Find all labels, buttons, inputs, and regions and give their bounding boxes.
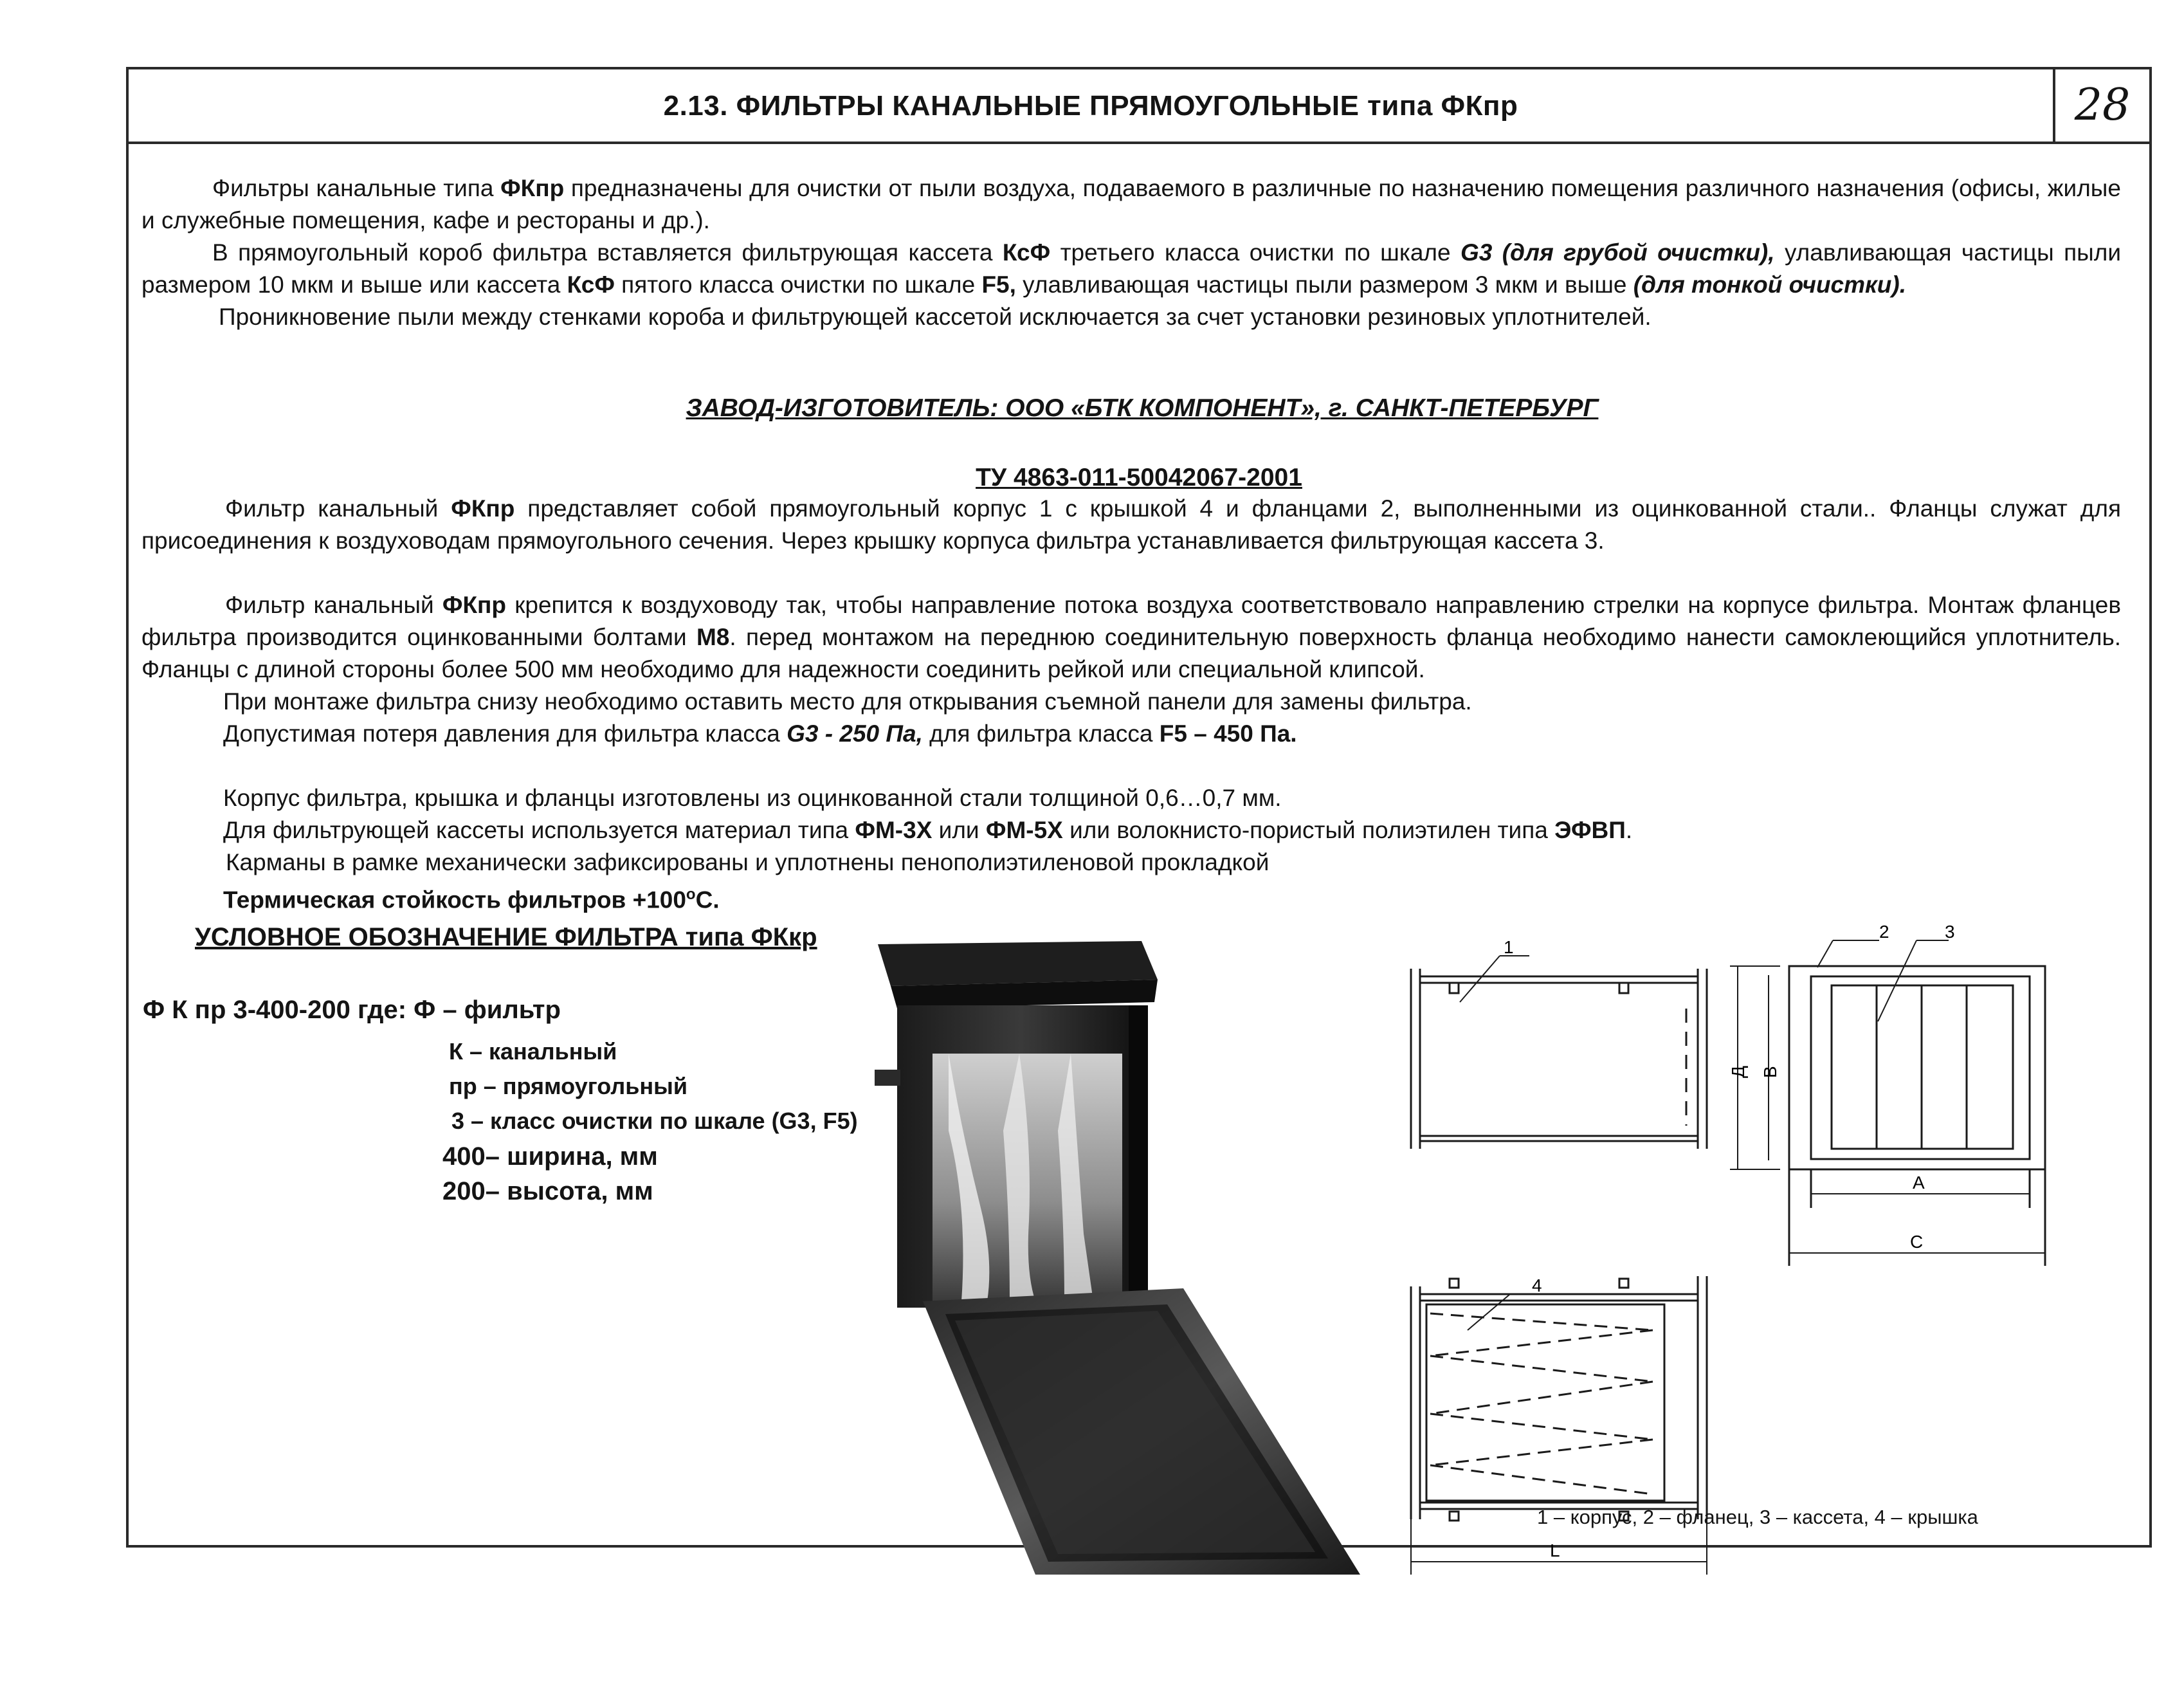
designation-width: 400– ширина, мм: [442, 1142, 658, 1171]
description-line-pressure: Допустимая потеря давления для фильтра класса G3 - 250 Па, для фильтра класса F5 – 450 Па.: [223, 720, 1297, 747]
description-line-mounting: При монтаже фильтра снизу необходимо оставить место для открывания съемной панели для замены фильтра.: [223, 688, 1472, 715]
intro-section: [141, 172, 2121, 333]
designation-title: УСЛОВНОЕ ОБОЗНАЧЕНИЕ ФИЛЬТРА типа ФКкр: [195, 923, 817, 951]
callout-3: 3: [1945, 922, 1955, 942]
page-title: 2.13. ФИЛЬТРЫ КАНАЛЬНЫЕ ПРЯМОУГОЛЬНЫЕ типа ФКпр: [663, 90, 1518, 122]
dim-b-label: В: [1760, 1066, 1780, 1078]
page-frame: [126, 67, 2152, 1560]
description-paragraph-1: Фильтр канальный ФКпр представляет собой прямоугольный корпус 1 с крышкой 4 и фланцами 2, выполненными из оцинкованной стали.. Фланцы служат для присоединения к воздуховодам прямоугольного сечения. Через крышку корпуса фильтра устанавливается фильтрующая кассета 3.: [141, 495, 2122, 554]
designation-height: 200– высота, мм: [442, 1177, 653, 1205]
description-section: [141, 493, 2121, 916]
description-line-cassette: Для фильтрующей кассеты используется материал типа ФМ-3Х или ФМ-5Х или волокнисто-пористый полиэтилен типа ЭФВП.: [223, 817, 1633, 843]
description-line-pockets: Карманы в рамке механически зафиксированы и уплотнены пенополиэтиленовой прокладкой: [226, 849, 1269, 875]
dim-c-label: С: [1910, 1232, 1924, 1252]
callout-1: 1: [1504, 937, 1514, 957]
description-line-thermal: Термическая стойкость фильтров $+100^оС$.: [223, 886, 720, 913]
manufacturer-heading: ЗАВОД-ИЗГОТОВИТЕЛЬ: ООО «БТК КОМПОНЕНТ», г. САНКТ-ПЕТЕРБУРГ: [686, 394, 1599, 422]
filter-photo: [871, 938, 1437, 1575]
designation-code: Ф К пр 3-400-200 где: Ф – фильтр: [143, 996, 561, 1024]
dim-a-label: А: [1913, 1173, 1925, 1193]
designation-pr: пр – прямоугольный: [449, 1073, 687, 1099]
callout-4: 4: [1532, 1275, 1542, 1295]
designation-k: К – канальный: [449, 1038, 617, 1065]
designation-class: 3 – класс очистки по шкале (G3, F5): [451, 1108, 858, 1134]
drawing-legend: 1 – корпус, 2 – фланец, 3 – кассета, 4 – крышка: [1537, 1506, 1978, 1528]
dim-l-label: L: [1550, 1540, 1560, 1560]
intro-paragraph-3: Проникновение пыли между стенками короба и фильтрующей кассетой исключается за счет установки резиновых уплотнителей.: [219, 304, 1652, 330]
description-paragraph-2: Фильтр канальный ФКпр крепится к воздуховоду так, чтобы направление потока воздуха соответствовало направлению стрелки на корпусе фильтра. Монтаж фланцев фильтра производится оцинкованными болтами М8. перед монтажом на переднюю соединительную поверхность фланца необходимо нанести самоклеющийся уплотнитель. Фланцы с длиной стороны более 500 мм необходимо для надежности соединить рейкой или специальной клипсой.: [141, 592, 2121, 682]
intro-paragraph-1: Фильтры канальные типа ФКпр предназначены для очистки от пыли воздуха, подаваемого в различные по назначению помещения различного назначения (офисы, жилые и служебные помещения, кафе и рестораны и др.).: [141, 175, 2121, 233]
dim-d-label: Д: [1728, 1066, 1748, 1078]
header-bar: [129, 69, 2149, 144]
tu-heading: ТУ 4863-011-50042067-2001: [976, 464, 1302, 491]
intro-paragraph-2: В прямоугольный короб фильтра вставляется фильтрующая кассета КсФ третьего класса очистки по шкале G3 (для грубой очистки), улавливающая частицы пыли размером 10 мкм и выше или кассета КсФ пятого класса очистки по шкале F5, улавливающая частицы пыли размером 3 мкм и выше (для тонкой очистки).: [141, 239, 2121, 298]
page-number: 28: [2053, 69, 2149, 142]
callout-2: 2: [1879, 922, 1889, 942]
description-line-material: Корпус фильтра, крышка и фланцы изготовлены из оцинкованной стали толщиной 0,6…0,7 мм.: [223, 785, 1282, 811]
